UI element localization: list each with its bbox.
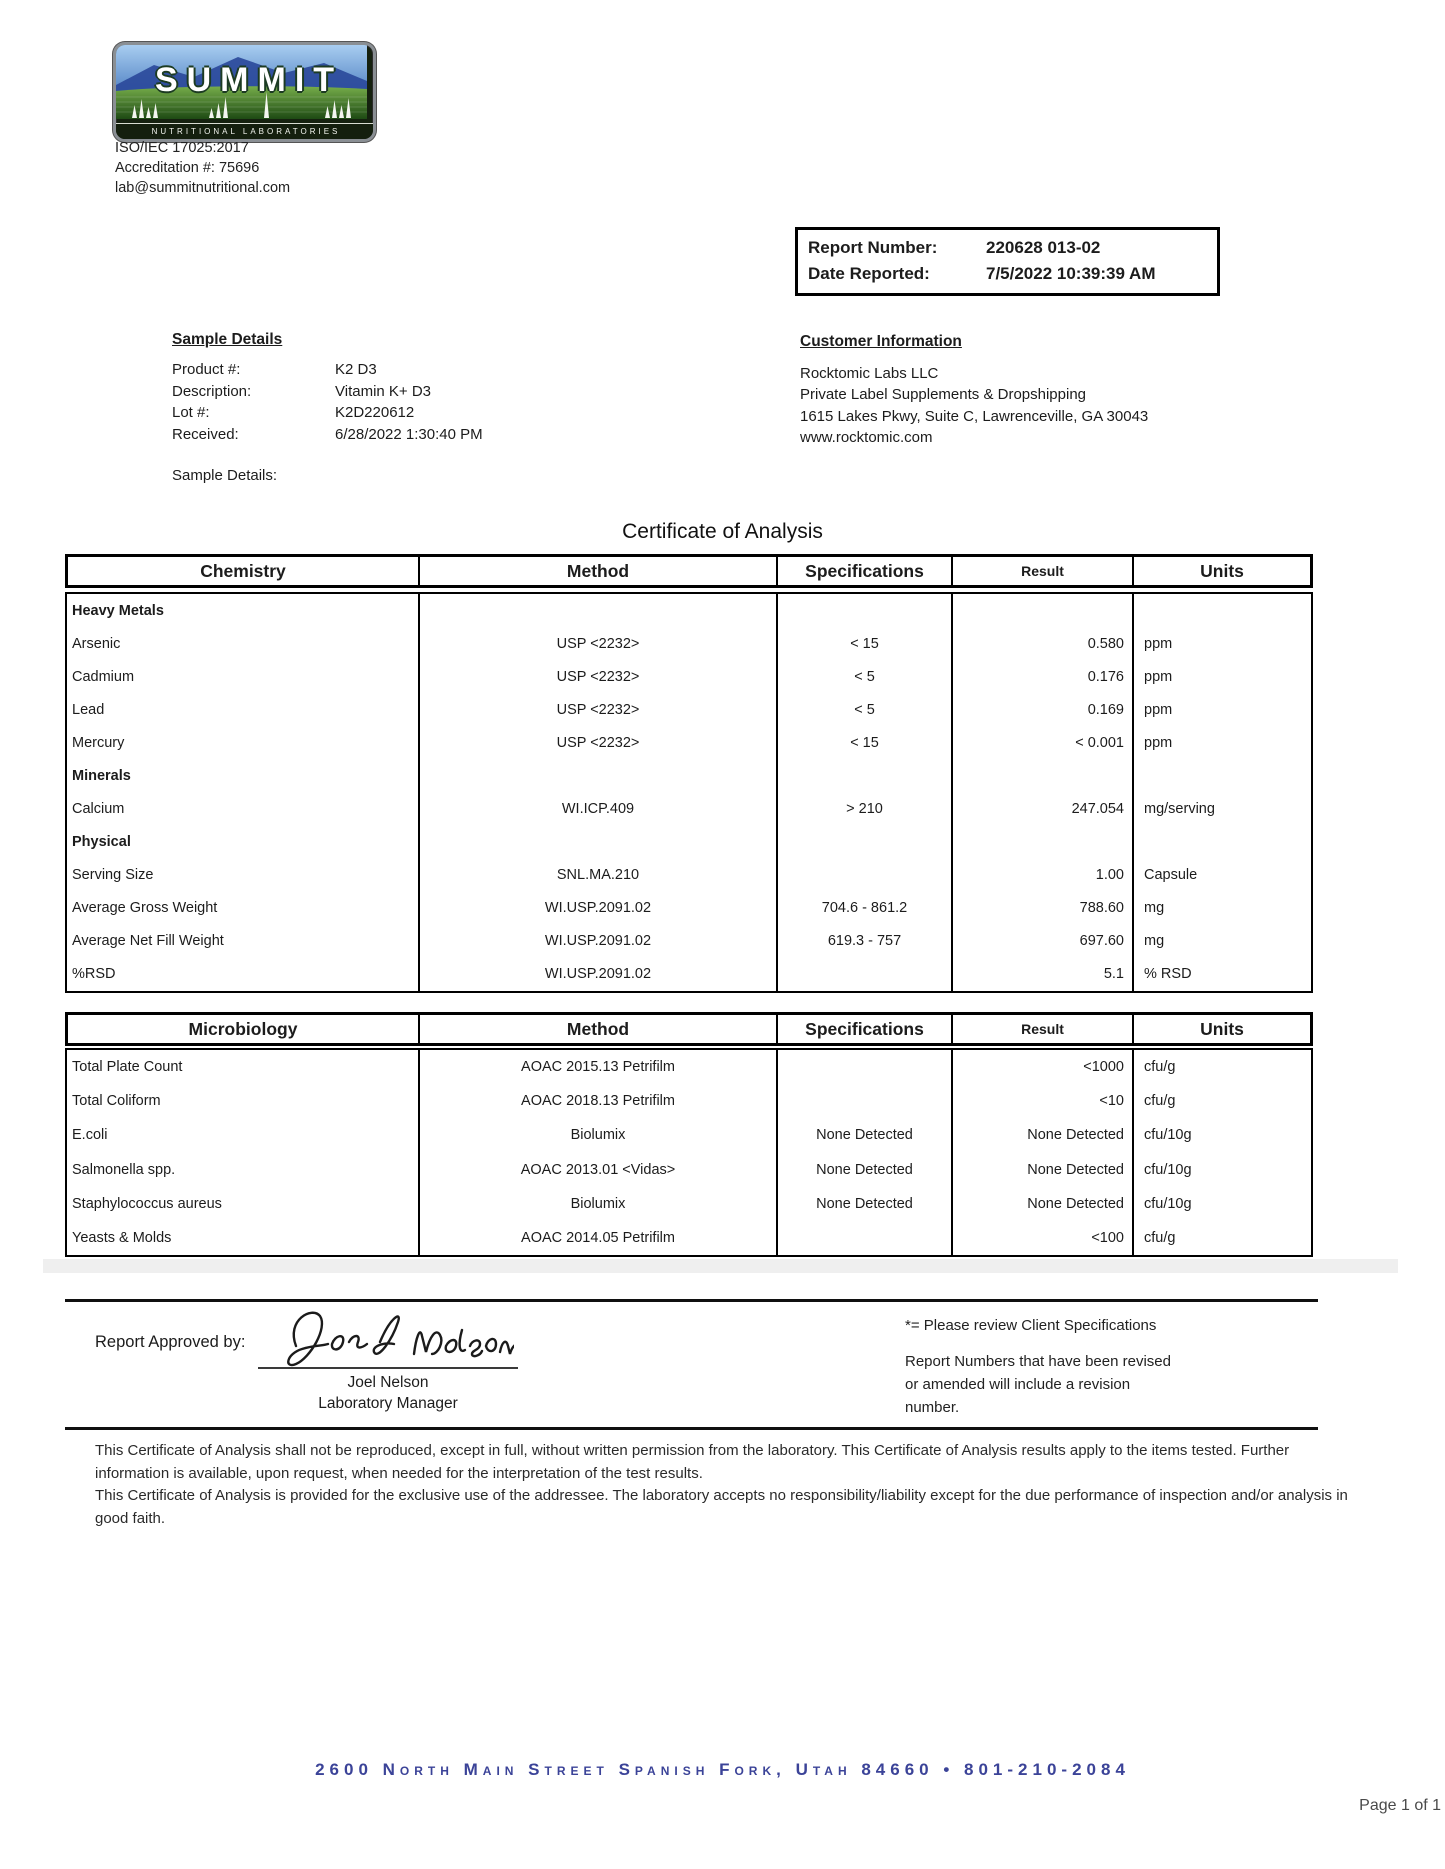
units-cell <box>1134 826 1311 859</box>
page-number: Page 1 of 1 <box>1359 1797 1441 1814</box>
sample-details-extra-label: Sample Details: <box>172 467 278 484</box>
spec-cell: < 5 <box>778 660 953 693</box>
result-cell: 788.60 <box>953 892 1134 925</box>
spec-cell <box>778 958 953 991</box>
revision-note: Report Numbers that have been revised or amended will include a revision number. <box>905 1353 1171 1416</box>
spec-cell <box>778 759 953 792</box>
customer-address: 1615 Lakes Pkwy, Suite C, Lawrenceville, GA 30043 <box>800 407 1149 425</box>
summit-logo <box>113 42 376 142</box>
method-cell: Biolumix <box>420 1187 778 1221</box>
date-reported-row <box>808 261 1207 287</box>
spec-cell <box>778 1221 953 1255</box>
approver-name: Joel Nelson <box>347 1374 429 1391</box>
disclaimer-paragraph-2: This Certificate of Analysis is provided for the exclusive use of the addressee. The laboratory accepts no responsibility/liability except for the due performance of inspection and/or analysis in good faith. <box>95 1487 1348 1527</box>
table-row <box>67 1118 1311 1152</box>
analyte-name: Heavy Metals <box>67 594 420 627</box>
field-label: Lot #: <box>172 404 210 421</box>
method-cell: Biolumix <box>420 1118 778 1152</box>
column-header: Units <box>1200 560 1244 581</box>
column-header: Specifications <box>778 557 953 585</box>
report-number-value: 220628 013-02 <box>986 238 1101 257</box>
result-cell: 1.00 <box>953 859 1134 892</box>
chemistry-table <box>65 592 1313 993</box>
method-cell: AOAC 2013.01 <Vidas> <box>420 1153 778 1187</box>
microbiology-table <box>65 1048 1313 1257</box>
analyte-name: Total Coliform <box>67 1084 420 1118</box>
table-row <box>67 925 1311 958</box>
analyte-name: Average Net Fill Weight <box>67 925 420 958</box>
lab-email: lab@summitnutritional.com <box>115 180 291 196</box>
spec-cell: < 15 <box>778 726 953 759</box>
result-cell: 5.1 <box>953 958 1134 991</box>
units-cell: Capsule <box>1144 867 1198 884</box>
date-reported-label: Date Reported: <box>808 264 930 283</box>
table-row <box>67 859 1311 892</box>
customer-information-section <box>800 331 1148 449</box>
units-cell: ppm <box>1144 668 1173 685</box>
table-row <box>67 726 1311 759</box>
field-label: Received: <box>172 425 239 443</box>
units-cell: % RSD <box>1144 966 1192 983</box>
report-approved-by-label: Report Approved by: <box>95 1333 246 1351</box>
logo-wordmark: SUMMIT <box>154 61 344 99</box>
spec-cell <box>778 859 953 892</box>
spec-cell: None Detected <box>778 1187 953 1221</box>
column-header: Specifications <box>778 1015 953 1043</box>
column-header: Result <box>953 557 1134 585</box>
table-row <box>67 627 1311 660</box>
result-cell: 0.176 <box>953 660 1134 693</box>
sample-details-section <box>172 331 483 445</box>
units-cell: mg <box>1144 933 1165 950</box>
method-cell: USP <2232> <box>420 660 778 693</box>
units-cell: mg <box>1144 900 1165 917</box>
units-cell: cfu/10g <box>1144 1127 1192 1144</box>
method-cell <box>420 759 778 792</box>
spec-cell: None Detected <box>778 1118 953 1152</box>
units-cell <box>1134 759 1311 792</box>
method-cell: USP <2232> <box>420 627 778 660</box>
report-number-box <box>795 227 1220 296</box>
result-cell: <10 <box>953 1084 1134 1118</box>
result-cell <box>953 826 1134 859</box>
column-header: Method <box>420 557 778 585</box>
method-cell: SNL.MA.210 <box>420 859 778 892</box>
spec-cell <box>778 1084 953 1118</box>
table-row <box>67 1187 1311 1221</box>
method-cell <box>420 826 778 859</box>
disclaimer-text <box>95 1440 1353 1530</box>
approver-title: Laboratory Manager <box>318 1395 458 1412</box>
analyte-name: Average Gross Weight <box>67 892 420 925</box>
table-row <box>67 1084 1311 1118</box>
logo-subtitle-bar <box>116 123 373 139</box>
analyte-name: Cadmium <box>67 660 420 693</box>
method-cell: WI.ICP.409 <box>420 792 778 825</box>
field-value: K2 D3 <box>335 361 377 378</box>
accreditation-line: Accreditation #: 75696 <box>115 160 260 176</box>
spec-cell: 619.3 - 757 <box>778 925 953 958</box>
table-section-row <box>67 759 1311 792</box>
field-value: Vitamin K+ D3 <box>335 382 432 400</box>
table-row <box>67 693 1311 726</box>
analyte-name: Salmonella spp. <box>67 1153 420 1187</box>
analyte-name: Mercury <box>67 726 420 759</box>
analyte-name: Yeasts & Molds <box>67 1221 420 1255</box>
units-cell <box>1134 594 1311 627</box>
field-value: K2D220612 <box>335 404 415 421</box>
result-cell: None Detected <box>953 1118 1134 1152</box>
microbiology-table-header <box>65 1012 1313 1046</box>
method-cell: USP <2232> <box>420 693 778 726</box>
notes-block <box>905 1314 1185 1419</box>
units-cell: ppm <box>1144 635 1173 652</box>
analyte-name: Calcium <box>67 792 420 825</box>
method-cell: WI.USP.2091.02 <box>420 892 778 925</box>
method-cell <box>420 594 778 627</box>
result-cell: 247.054 <box>953 792 1134 825</box>
field-label: Description: <box>172 382 252 400</box>
table-section-row <box>67 594 1311 627</box>
signature-image <box>262 1306 514 1370</box>
horizontal-rule-top <box>65 1299 1318 1302</box>
footer-address: 2600 North Main Street Spanish Fork, Utah 84660 • 801-210-2084 <box>315 1760 1130 1779</box>
analyte-name: Lead <box>67 693 420 726</box>
spec-cell <box>778 1050 953 1084</box>
divider-shading <box>43 1259 1398 1273</box>
analyte-name: Physical <box>67 826 420 859</box>
analyte-name: %RSD <box>67 958 420 991</box>
analyte-name: Minerals <box>67 759 420 792</box>
field-label: Product #: <box>172 361 241 378</box>
analyte-name: Serving Size <box>67 859 420 892</box>
result-cell: None Detected <box>953 1153 1134 1187</box>
sample-details-fields <box>172 359 483 445</box>
result-cell: < 0.001 <box>953 726 1134 759</box>
column-header: Method <box>420 1015 778 1043</box>
result-cell: None Detected <box>953 1187 1134 1221</box>
date-reported-value: 7/5/2022 10:39:39 AM <box>986 264 1156 283</box>
method-cell: WI.USP.2091.02 <box>420 958 778 991</box>
spec-cell <box>778 594 953 627</box>
column-header: Units <box>1200 1018 1244 1039</box>
report-number-label: Report Number: <box>808 238 938 257</box>
disclaimer-paragraph-1: This Certificate of Analysis shall not be reproduced, except in full, without written permission from the laboratory. This Certificate of Analysis results apply to the items tested. Further information is available, upon request, when needed for the interpretation of the test results. <box>95 1442 1290 1482</box>
table-row <box>67 792 1311 825</box>
field-value: 6/28/2022 1:30:40 PM <box>335 425 483 443</box>
result-cell: 0.169 <box>953 693 1134 726</box>
method-cell: USP <2232> <box>420 726 778 759</box>
units-cell: ppm <box>1144 701 1173 718</box>
table-row <box>67 1050 1311 1084</box>
method-cell: AOAC 2018.13 Petrifilm <box>420 1084 778 1118</box>
analyte-name: Staphylococcus aureus <box>67 1187 420 1221</box>
spec-cell: None Detected <box>778 1153 953 1187</box>
column-header: Chemistry <box>68 557 420 585</box>
units-cell: cfu/10g <box>1144 1195 1192 1212</box>
table-row <box>67 958 1311 991</box>
units-cell: mg/serving <box>1144 801 1215 817</box>
customer-information-heading: Customer Information <box>800 333 962 350</box>
iso-line: ISO/IEC 17025:2017 <box>115 140 249 156</box>
lab-info <box>115 138 290 198</box>
column-header: Microbiology <box>68 1015 420 1043</box>
spec-cell <box>778 826 953 859</box>
result-cell: <100 <box>953 1221 1134 1255</box>
horizontal-rule-bottom <box>65 1427 1318 1430</box>
chemistry-table-header <box>65 554 1313 588</box>
result-cell: 697.60 <box>953 925 1134 958</box>
analyte-name: Arsenic <box>67 627 420 660</box>
column-header: Result <box>953 1015 1134 1043</box>
sample-details-heading: Sample Details <box>172 331 283 348</box>
spec-cell: > 210 <box>778 792 953 825</box>
result-cell <box>953 759 1134 792</box>
units-cell: cfu/10g <box>1144 1161 1192 1178</box>
client-spec-note: *= Please review Client Specifications <box>905 1317 1157 1334</box>
table-row <box>67 1153 1311 1187</box>
signature-block <box>258 1306 518 1414</box>
table-row <box>67 892 1311 925</box>
customer-tagline: Private Label Supplements & Dropshipping <box>800 386 1087 403</box>
units-cell: cfu/g <box>1144 1229 1176 1246</box>
method-cell: AOAC 2015.13 Petrifilm <box>420 1050 778 1084</box>
table-row <box>67 660 1311 693</box>
spec-cell: < 5 <box>778 693 953 726</box>
result-cell: <1000 <box>953 1050 1134 1084</box>
page-title: Certificate of Analysis <box>622 520 823 543</box>
analyte-name: E.coli <box>67 1118 420 1152</box>
table-section-row <box>67 826 1311 859</box>
customer-name: Rocktomic Labs LLC <box>800 364 939 382</box>
spec-cell: < 15 <box>778 627 953 660</box>
method-cell: AOAC 2014.05 Petrifilm <box>420 1221 778 1255</box>
logo-subtitle: NUTRITIONAL LABORATORIES <box>151 127 341 136</box>
analyte-name: Total Plate Count <box>67 1050 420 1084</box>
spec-cell: 704.6 - 861.2 <box>778 892 953 925</box>
units-cell: ppm <box>1144 734 1173 751</box>
result-cell <box>953 594 1134 627</box>
result-cell: 0.580 <box>953 627 1134 660</box>
units-cell: cfu/g <box>1144 1059 1176 1076</box>
method-cell: WI.USP.2091.02 <box>420 925 778 958</box>
table-row <box>67 1221 1311 1255</box>
units-cell: cfu/g <box>1144 1093 1176 1110</box>
customer-website: www.rocktomic.com <box>800 429 933 446</box>
report-number-row <box>808 235 1207 261</box>
